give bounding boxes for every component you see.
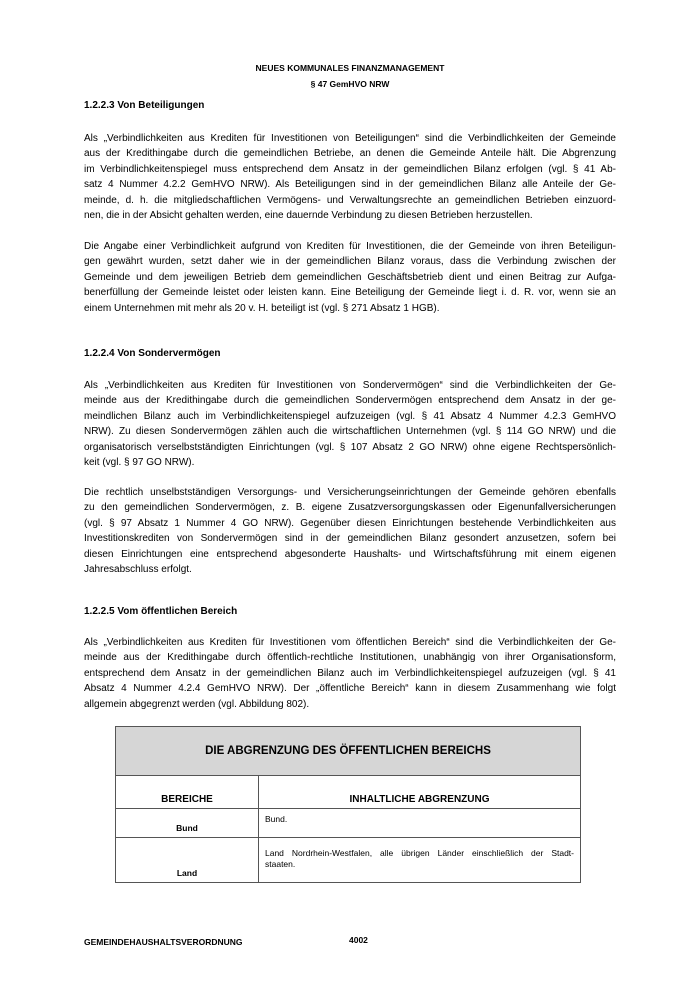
paragraph xyxy=(84,239,616,316)
text-line: Investitionskrediten von Sondervermögen sind in der gemeindlichen Bilanz gesondert anzusetzen, sofern bei xyxy=(84,533,616,545)
paragraph xyxy=(84,131,616,223)
text-line: keit (vgl. § 97 GO NRW). xyxy=(84,457,195,469)
text-line: benerfüllung der Gemeinde leistet oder leisten kann. Eine Beteiligung der Gemeinde liegt i. d. R. vor, wenn sie an xyxy=(84,287,616,299)
text-line: Als „Verbindlichkeiten aus Krediten für Investitionen von Sondervermögen“ sind die Verbindlichkeiten der Ge- xyxy=(84,380,616,391)
text-line: zu den gemeindlichen Sondervermögen, z. B. eigene Zusatzversorgungskassen oder Eigenunfallversicherungen xyxy=(84,502,616,514)
abgrenzung-table xyxy=(115,726,581,883)
text-line: gen gewährt wurden, setzt daher wie in der gemeindlichen Bilanz voraus, dass die Verbindung zwischen der xyxy=(84,256,616,268)
cell-text-line: Bund. xyxy=(265,814,288,824)
text-line: entsprechend dem Ansatz in der gemeindlichen Bilanz auch im Verbindlichkeitenspiegel aufzuzeigen (vgl. § 41 xyxy=(84,667,616,679)
table-row xyxy=(116,838,581,883)
text-line: allgemein abgegrenzt werden (vgl. Abbildung 802). xyxy=(84,698,310,710)
table-row xyxy=(116,809,581,838)
text-line: meinde, d. h. die mitgliedschaftlichen Vermögens- und Verwaltungsrechte an gemeindlichen Betrieben einzuord- xyxy=(84,194,616,206)
table-cell-inhalt xyxy=(259,838,581,883)
text-line: aus der Kredithingabe durch die gemeindlichen Betriebe, an denen die Gemeinde Anteile hält. Die Abgrenzung xyxy=(84,148,616,160)
text-line: einem Unternehmen mit mehr als 20 v. H. beteiligt ist (vgl. § 271 Absatz 1 HGB). xyxy=(84,302,440,314)
text-line: im Verbindlichkeitenspiegel muss entsprechend dem Ansatz in der gemeindlichen Bilanz erfolgen (vgl. § 41 Ab- xyxy=(84,163,616,175)
text-line: diesen Einrichtungen eine entsprechend abgesonderte Haushalts- und Wirtschaftsführung mit einem eigenen xyxy=(84,548,616,560)
text-line: Als „Verbindlichkeiten aus Krediten für Investitionen vom öffentlichen Bereich“ sind die Verbindlichkeiten der Ge- xyxy=(84,637,616,648)
text-line: (vgl. § 97 Absatz 1 Nummer 4 GO NRW). Gegenüber diesen Einrichtungen bestehende Verbindlichkeiten aus xyxy=(84,517,616,529)
text-line: meinde aus der Kredithingabe durch die gemeindlichen Sondervermögen entsprechend dem Ansatz in der ge- xyxy=(84,395,616,407)
header-subtitle: § 47 GemHVO NRW xyxy=(310,79,390,89)
text-line: Als „Verbindlichkeiten aus Krediten für Investitionen von Beteiligungen“ sind die Verbindlichkeiten der Gemeinde xyxy=(84,133,616,144)
section-title-beteiligungen: 1.2.2.3 Von Beteiligungen xyxy=(84,100,205,111)
text-line: Gemeinde und dem jeweiligen Betrieb dem gemeindlichen Geschäftsbetrieb dient und einen Beitrag zur Aufga- xyxy=(84,271,616,283)
text-line: satz 4 Nummer 4.2.2 GemHVO NRW). Als Beteiligungen sind in der gemeindlichen Bilanz alle Anteile der Ge- xyxy=(84,179,616,191)
paragraph xyxy=(84,635,616,712)
text-line: Jahresabschluss erfolgt. xyxy=(84,564,192,576)
cell-text-line: staaten. xyxy=(265,859,296,869)
section-title-oeffentlicher-bereich: 1.2.2.5 Vom öffentlichen Bereich xyxy=(84,606,238,617)
text-line: Die Angabe einer Verbindlichkeit aufgrund von Krediten für Investitionen, die der Gemeinde von ihren Beteiligun- xyxy=(84,241,616,252)
paragraph xyxy=(84,485,616,577)
page-header xyxy=(0,60,700,92)
text-line: Absatz 4 Nummer 4.2.4 GemHVO NRW). Der „öffentliche Bereich“ kann in diesem Zusammenhang wie folgt xyxy=(84,683,616,695)
section-title-sondervermoegen: 1.2.2.4 Von Sondervermögen xyxy=(84,348,221,359)
table-title: DIE ABGRENZUNG DES ÖFFENTLICHEN BEREICHS xyxy=(116,727,581,776)
table-cell-bereich: Land xyxy=(116,838,259,883)
text-line: Die rechtlich unselbstständigen Versorgungs- und Versicherungseinrichtungen der Gemeinde gehören ebenfalls xyxy=(84,487,616,498)
text-line: organisatorisch verselbstständigten Einrichtungen (vgl. § 107 Absatz 2 GO NRW) ohne eigene Rechtspersönlich- xyxy=(84,441,616,453)
table-header-inhalt: INHALTLICHE ABGRENZUNG xyxy=(259,776,581,809)
footer-document-title: GEMEINDEHAUSHALTSVERORDNUNG xyxy=(84,937,243,947)
paragraph xyxy=(84,378,616,470)
text-line: nen, die in der Absicht gehalten werden, eine dauernde Verbindung zu diesen Betrieben herzustellen. xyxy=(84,210,533,222)
cell-text-line: Land Nordrhein-Westfalen, alle übrigen Länder einschließlich der Stadt- xyxy=(265,848,574,858)
text-line: meinde aus der Kredithingabe durch öffentlich-rechtliche Institutionen, unabhängig von ihrer Organisationsform, xyxy=(84,652,616,664)
header-title: NEUES KOMMUNALES FINANZMANAGEMENT xyxy=(255,63,445,73)
table-cell-inhalt xyxy=(259,809,581,838)
text-line: meindlichen Bilanz auch im Verbindlichkeitenspiegel aufzuzeigen (vgl. § 41 Absatz 4 Nummer 4.2.3 GemHVO xyxy=(84,410,616,422)
text-line: NRW). Zu diesen Sondervermögen zählen auch die wirtschaftlichen Unternehmen (vgl. § 114 GO NRW) und die xyxy=(84,426,616,438)
table-header-bereiche: BEREICHE xyxy=(116,776,259,809)
table-cell-bereich: Bund xyxy=(116,809,259,838)
page-number: 4002 xyxy=(349,935,368,945)
